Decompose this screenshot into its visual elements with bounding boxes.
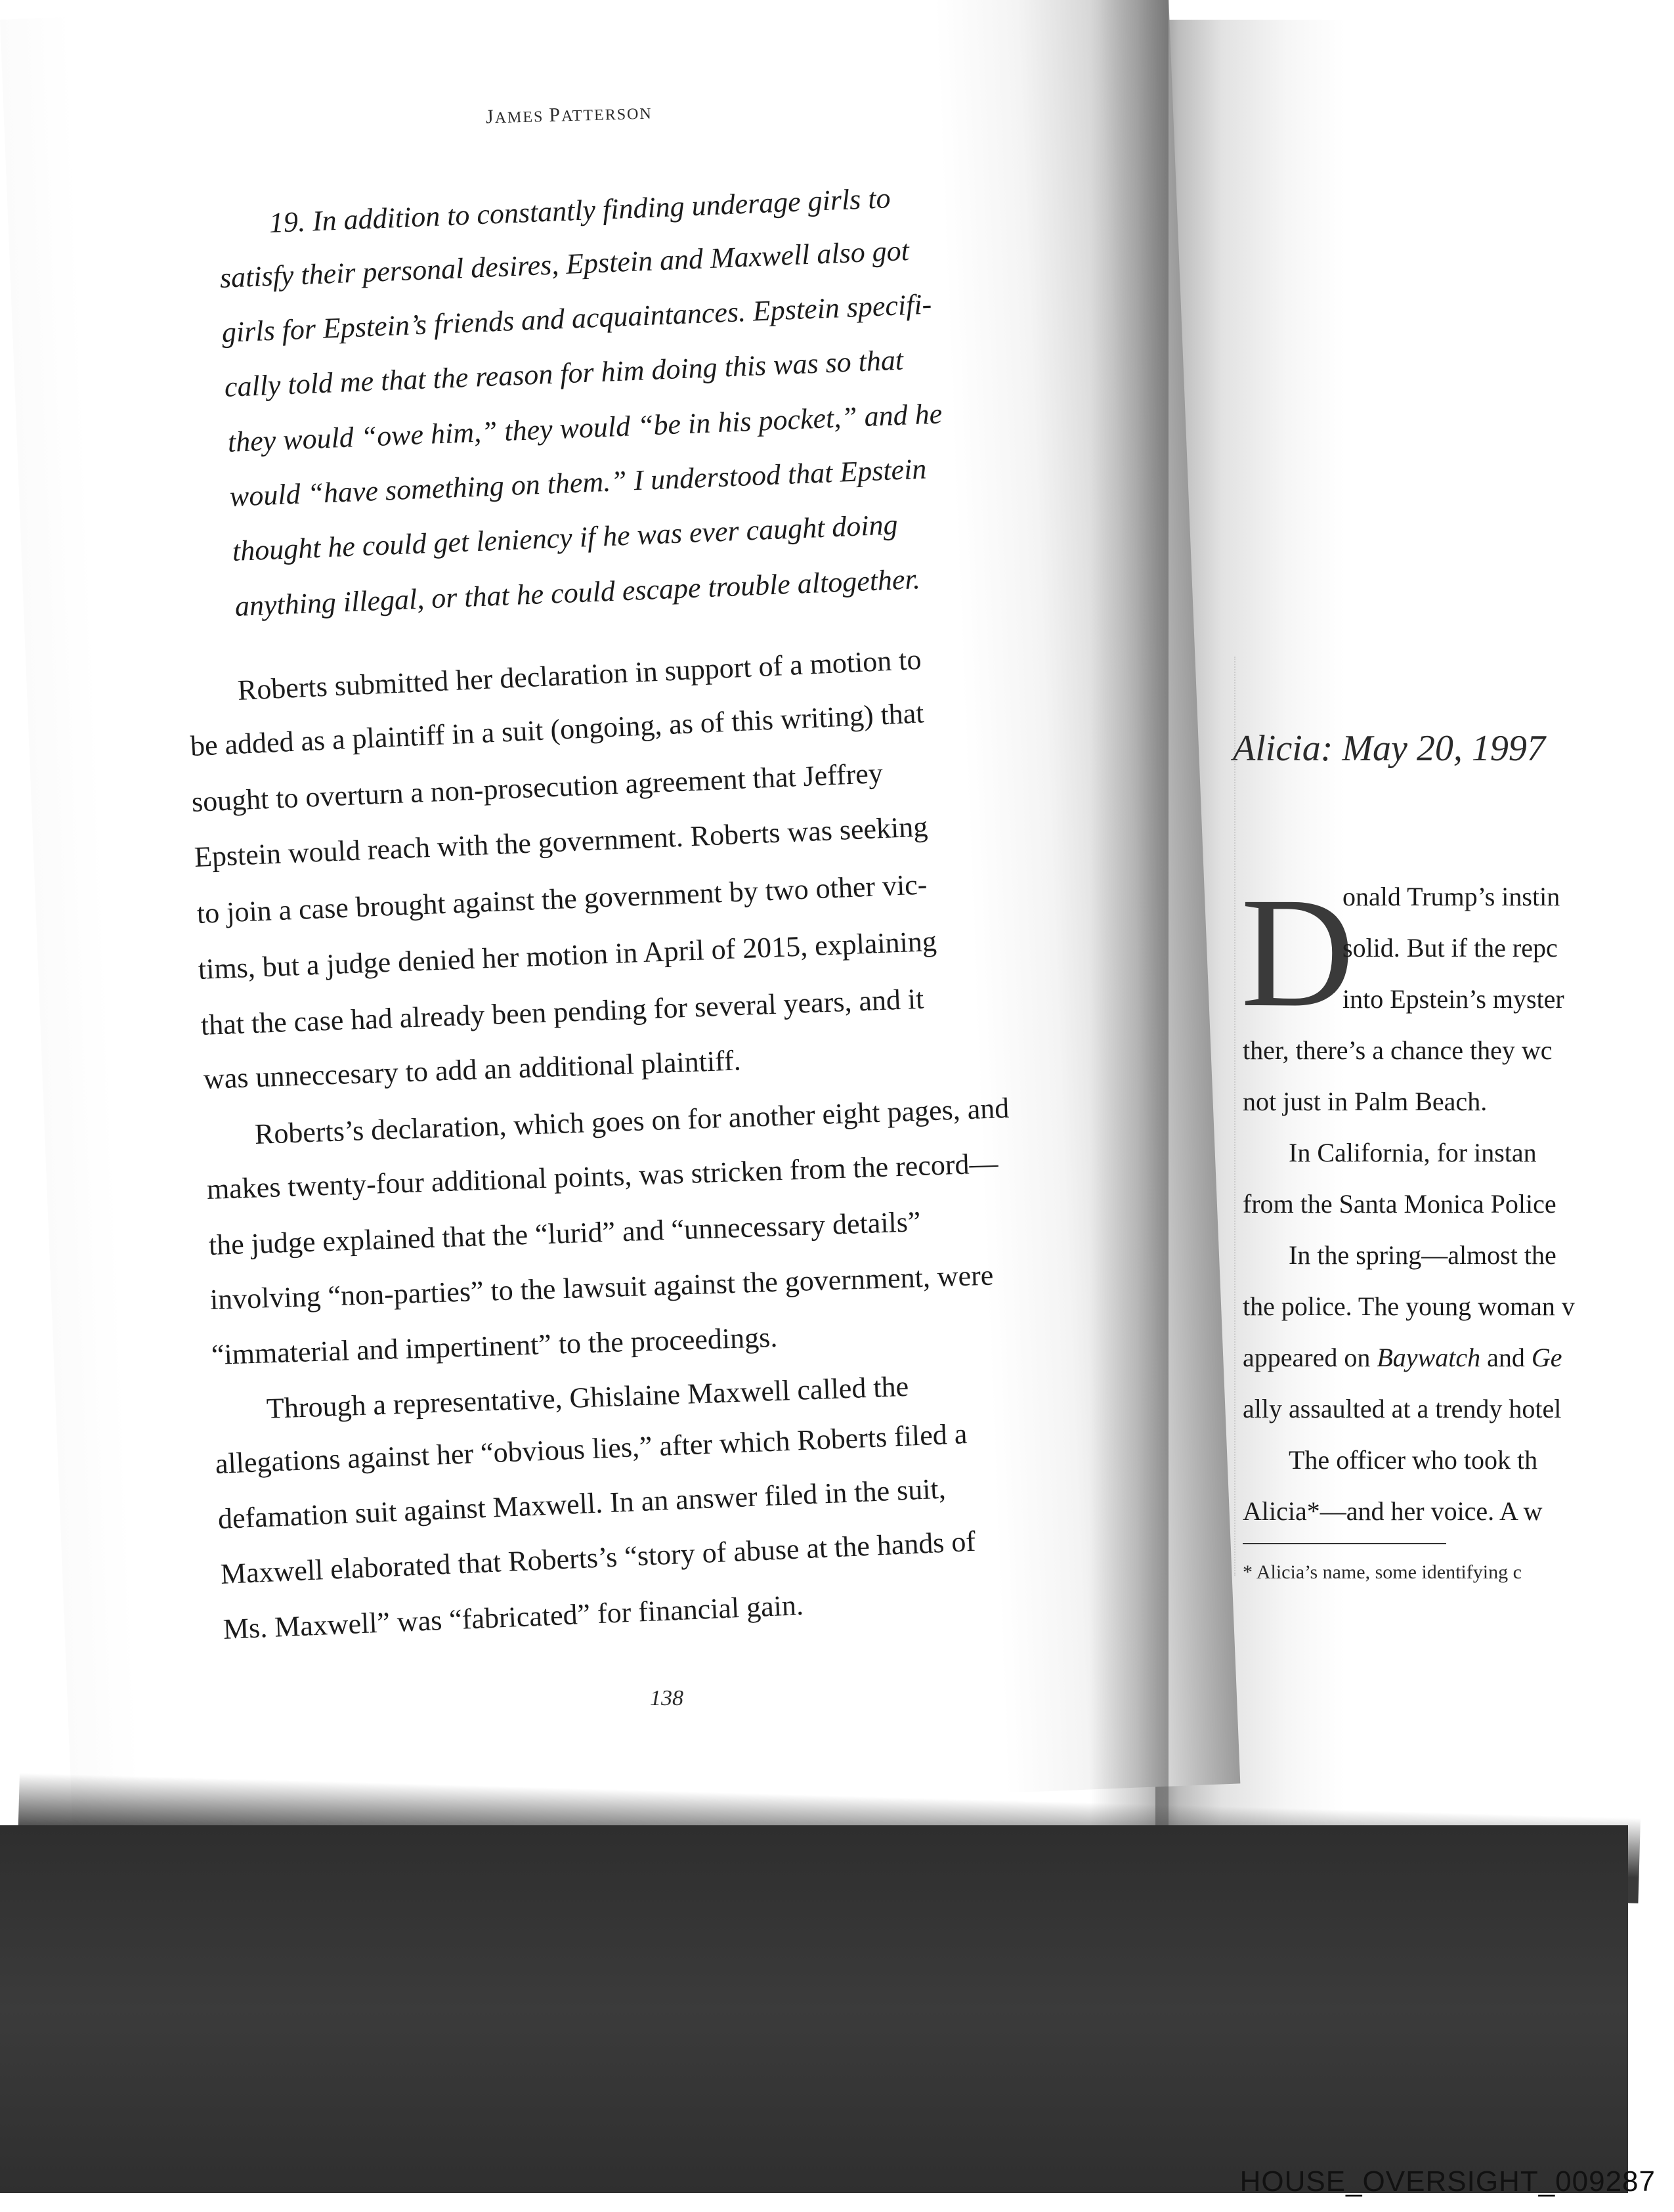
- body-line: that the case had already been pending for several years, and it: [200, 982, 925, 1041]
- body-line: tims, but a judge denied her motion in April of 2015, explaining: [198, 924, 937, 986]
- quote-line: 19. In addition to constantly finding underage girls to: [268, 182, 891, 239]
- right-body-line: into Epstein’s myster: [1342, 984, 1564, 1014]
- body-line: defamation suit against Maxwell. In an answer filed in the suit,: [217, 1472, 947, 1535]
- table-background: [0, 1825, 1628, 2193]
- footnote: * Alicia’s name, some identifying c: [1243, 1561, 1522, 1583]
- running-head-initial-p: P: [548, 104, 562, 126]
- right-body-line-italic-titles: [1243, 1342, 1631, 1373]
- body-line: Roberts submitted her declaration in support of a motion to: [236, 643, 922, 706]
- right-body-line: ally assaulted at a trendy hotel: [1243, 1394, 1562, 1423]
- body-line: Epstein would reach with the government. Roberts was seeking: [193, 810, 929, 873]
- running-head-last-name-rest: ATTERSON: [561, 105, 653, 125]
- quote-line: satisfy their personal desires, Epstein and Maxwell also got: [219, 234, 910, 294]
- quote-line: thought he could get leniency if he was ever caught doing: [231, 508, 899, 567]
- line-text: and: [1480, 1343, 1532, 1372]
- body-line: Roberts’s declaration, which goes on for another eight pages, and: [254, 1091, 1010, 1150]
- body-line: Through a representative, Ghislaine Maxwell called the: [266, 1370, 909, 1425]
- right-body-line: In California, for instan: [1289, 1138, 1537, 1167]
- running-head: [486, 101, 653, 128]
- drop-cap: D: [1241, 865, 1355, 1039]
- running-head-initial-j: J: [485, 106, 496, 128]
- line-text: appeared on: [1243, 1343, 1377, 1372]
- quote-line: cally told me that the reason for him doing this was so that: [223, 343, 904, 403]
- body-line: “immaterial and impertinent” to the proceedings.: [211, 1320, 778, 1371]
- right-body-line: In the spring—almost the: [1289, 1240, 1556, 1270]
- body-line: involving “non-parties” to the lawsuit against the government, were: [209, 1259, 994, 1316]
- quote-line: they would “owe him,” they would “be in his pocket,” and he: [226, 397, 943, 458]
- body-line: Ms. Maxwell” was “fabricated” for financial gain.: [222, 1588, 804, 1645]
- body-line: be added as a plaintiff in a suit (ongoing, as of this writing) that: [189, 697, 925, 762]
- body-line: allegations against her “obvious lies,” after which Roberts filed a: [214, 1418, 968, 1480]
- bates-number: HOUSE_OVERSIGHT_009287: [1239, 2165, 1656, 2198]
- body-line: sought to overturn a non-prosecution agreement that Jeffrey: [190, 756, 884, 818]
- body-line: Maxwell elaborated that Roberts’s “story of abuse at the hands of: [219, 1525, 976, 1590]
- right-body-line: onald Trump’s instin: [1342, 882, 1560, 911]
- right-body-line: ther, there’s a chance they wc: [1243, 1035, 1553, 1065]
- quote-line: girls for Epstein’s friends and acquaintances. Epstein specifi-: [221, 288, 933, 349]
- show-title-baywatch: Baywatch: [1377, 1343, 1481, 1372]
- chapter-title: Alicia: May 20, 1997: [1233, 728, 1545, 769]
- gutter-shadow: [1090, 0, 1169, 1852]
- body-line: makes twenty-four additional points, was stricken from the record—: [206, 1147, 999, 1205]
- footnote-rule: [1243, 1543, 1446, 1544]
- quote-line: would “have something on them.” I understood that Epstein: [228, 452, 928, 513]
- right-body-line: from the Santa Monica Police: [1243, 1189, 1556, 1219]
- page-number: 138: [650, 1686, 683, 1710]
- right-body-line: not just in Palm Beach.: [1243, 1087, 1488, 1116]
- right-body-line: Alicia*—and her voice. A w: [1243, 1496, 1543, 1526]
- right-body-line: solid. But if the repc: [1342, 933, 1558, 963]
- right-body-line: The officer who took th: [1289, 1445, 1538, 1475]
- body-line: was unneccesary to add an additional plaintiff.: [203, 1044, 742, 1095]
- body-line: the judge explained that the “lurid” and “unnecessary details”: [208, 1205, 922, 1261]
- body-line: to join a case brought against the government by two other vic-: [196, 868, 928, 930]
- quote-line: anything illegal, or that he could escape trouble altogether.: [234, 563, 921, 622]
- right-body-line: the police. The young woman v: [1243, 1291, 1575, 1321]
- show-title-truncated: Ge: [1531, 1343, 1562, 1372]
- running-head-first-name-rest: AMES: [494, 108, 549, 127]
